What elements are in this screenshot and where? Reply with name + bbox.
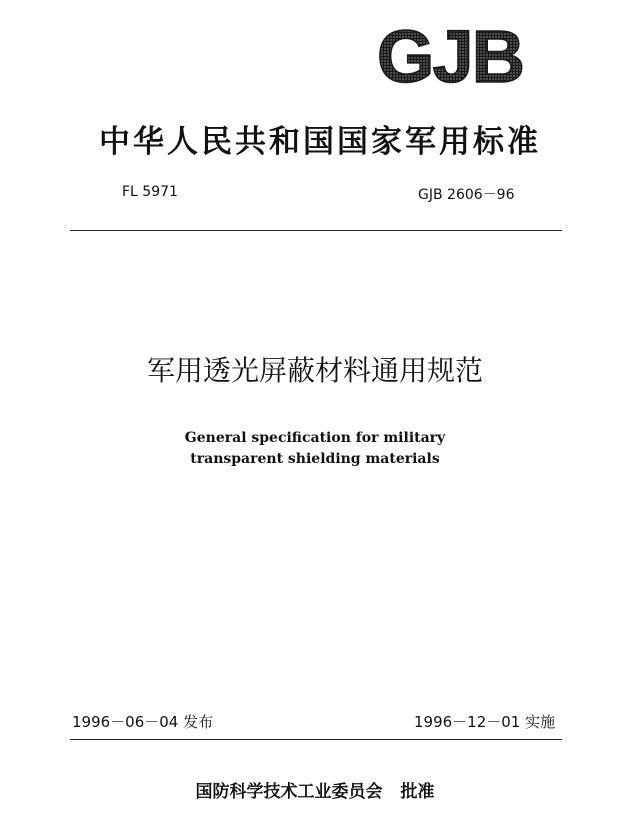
approving-body: 国防科学技术工业委员会 <box>195 782 383 802</box>
country-standard-title: 中华人民共和国国家军用标准 <box>99 124 541 160</box>
gjb-logo-text: GJB <box>376 18 524 90</box>
classification-code: FL 5971 <box>122 184 178 200</box>
document-title-en-line1: General specification for military <box>184 430 446 446</box>
document-title-en-line2: transparent shielding materials <box>190 451 440 467</box>
document-title-cn: 军用透光屏蔽材料通用规范 <box>146 354 483 387</box>
approval-line <box>40 777 590 802</box>
effective-date: 1996－12－01 实施 <box>414 713 556 731</box>
footer-divider <box>70 739 562 740</box>
issue-date: 1996－06－04 发布 <box>72 713 214 731</box>
document-title-en <box>40 428 590 470</box>
header-divider <box>70 230 562 231</box>
standard-number: GJB 2606－96 <box>418 187 515 203</box>
gjb-logo-mark <box>360 18 540 90</box>
gjb-logo <box>360 18 540 90</box>
approval-word: 批准 <box>400 782 435 802</box>
